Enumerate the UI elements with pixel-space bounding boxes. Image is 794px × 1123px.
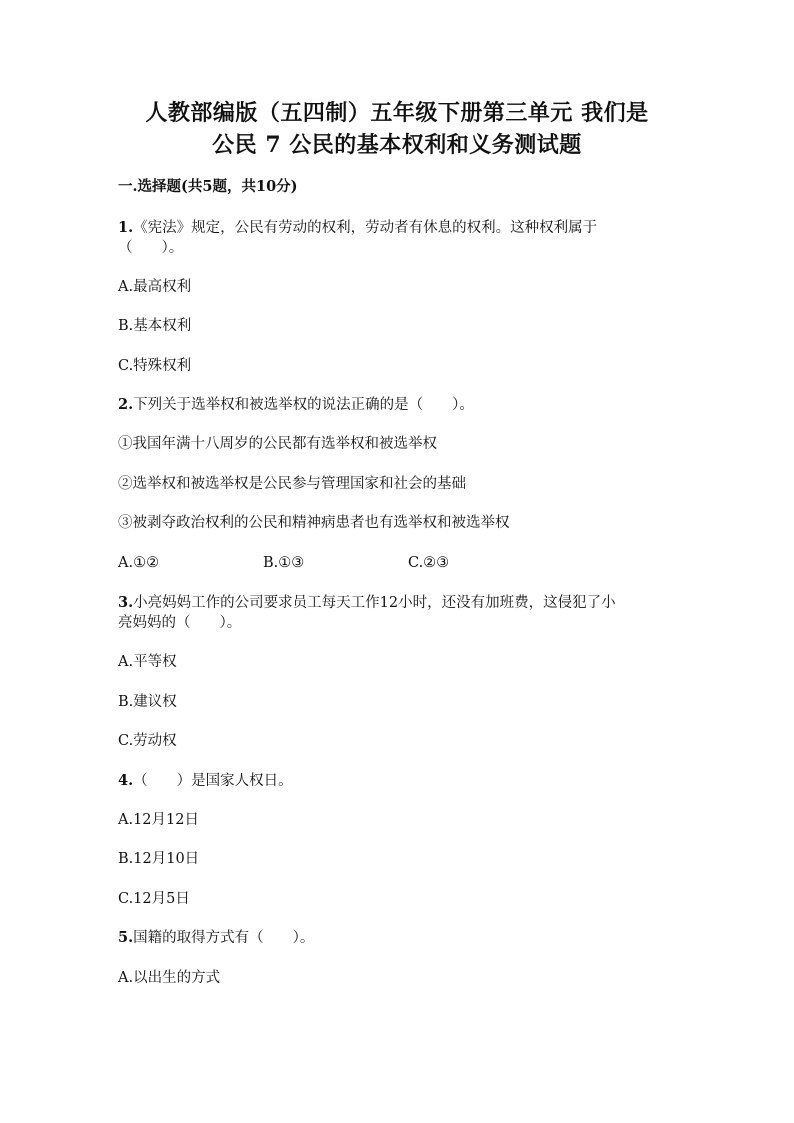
question-2-statement-3: ③被剥夺政治权利的公民和精神病患者也有选举权和被选举权 (118, 515, 510, 531)
question-4-option-b: B.12月10日 (118, 851, 200, 867)
question-2-option-b: B.①③ (263, 555, 305, 571)
question-5-number: 5. (118, 929, 134, 946)
question-5-text: 国籍的取得方式有（ ）。 (133, 930, 315, 946)
question-5-option-a: A.以出生的方式 (118, 970, 221, 986)
question-3-stem-cont: 亮妈妈的（ ）。 (118, 615, 242, 631)
question-2-text: 下列关于选举权和被选举权的说法正确的是（ ）。 (133, 397, 474, 413)
question-1-stem (118, 218, 597, 238)
question-4-option-a: A.12月12日 (118, 812, 199, 828)
question-3-option-a: A.平等权 (118, 654, 177, 670)
question-3-number: 3. (118, 594, 134, 611)
question-3-option-b: B.建议权 (118, 694, 177, 710)
section-heading: 一.选择题(共5题，共10分) (118, 178, 298, 195)
question-2-number: 2. (118, 396, 134, 413)
question-4-stem (118, 771, 293, 791)
question-1-stem-cont: （ ）。 (118, 240, 184, 256)
question-2-statement-1: ①我国年满十八周岁的公民都有选举权和被选举权 (118, 436, 437, 452)
question-1-number: 1. (118, 219, 134, 236)
page-title-line-1: 人教部编版（五四制）五年级下册第三单元 我们是 (145, 100, 649, 126)
question-2-option-a: A.①② (118, 555, 160, 571)
question-2-option-c: C.②③ (408, 555, 450, 571)
question-2-statement-2: ②选举权和被选举权是公民参与管理国家和社会的基础 (118, 476, 466, 492)
question-1-option-b: B.基本权利 (118, 318, 192, 334)
question-3-option-c: C.劳动权 (118, 733, 177, 749)
question-5-stem (118, 928, 314, 948)
question-1-option-c: C.特殊权利 (118, 358, 192, 374)
question-2-stem (118, 395, 474, 415)
question-4-number: 4. (118, 772, 134, 789)
page-title-line-2: 公民 7 公民的基本权利和义务测试题 (212, 132, 582, 158)
question-2-options (118, 553, 538, 573)
question-3-stem (118, 593, 616, 613)
question-4-text: （ ）是国家人权日。 (133, 773, 293, 789)
question-3-text: 小亮妈妈工作的公司要求员工每天工作12小时，还没有加班费，这侵犯了小 (133, 595, 616, 611)
question-1-text: 《宪法》规定，公民有劳动的权利，劳动者有休息的权利。这种权利属于 (133, 220, 598, 236)
question-1-option-a: A.最高权利 (118, 279, 192, 295)
question-4-option-c: C.12月5日 (118, 891, 190, 907)
